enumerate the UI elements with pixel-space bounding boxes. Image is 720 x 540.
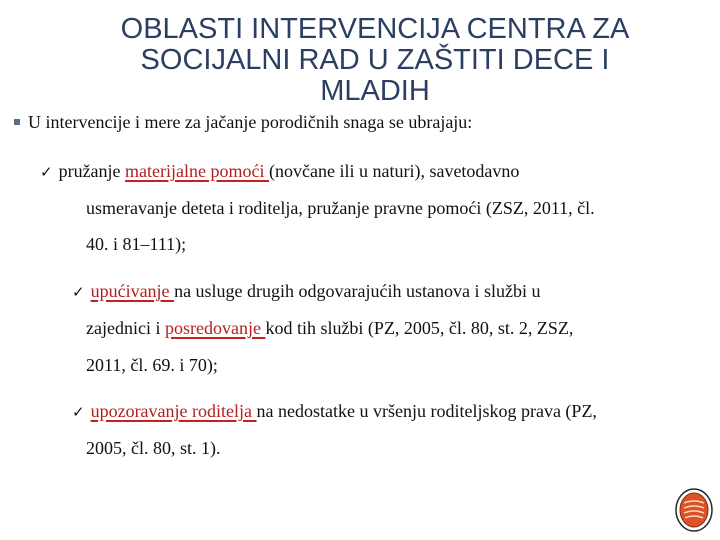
term-underlined: upućivanje	[90, 281, 175, 301]
checkmark-icon: ✓	[72, 403, 85, 421]
square-bullet-icon	[14, 119, 20, 125]
title-line-2: SOCIJALNI RAD U ZAŠTITI DECE I	[140, 44, 610, 76]
term-underlined: upozoravanje roditelja	[90, 401, 257, 421]
item-1-line-1: ✓ pružanje materijalne pomoći (novčane ili u naturi), savetodavno	[40, 161, 520, 181]
item-2-line-3: 2011, čl. 69. i 70);	[86, 355, 218, 375]
item-2-line-1: ✓ upućivanje na usluge drugih odgovarajućih ustanova i službi u	[72, 281, 541, 301]
item-2-line-2: zajednici i posredovanje kod tih službi (PZ, 2005, čl. 80, st. 2, ZSZ,	[86, 318, 574, 338]
item-3-line-1: ✓ upozoravanje roditelja na nedostatke u vršenju roditeljskog prava (PZ,	[72, 401, 597, 421]
intro-bullet	[14, 112, 472, 133]
item-3-line-2: 2005, čl. 80, st. 1).	[86, 438, 221, 458]
checkmark-icon: ✓	[40, 163, 53, 181]
slide-title	[30, 14, 720, 107]
checkmark-icon: ✓	[72, 283, 85, 301]
title-line-1: OBLASTI INTERVENCIJA CENTRA ZA	[120, 13, 630, 45]
emblem-icon	[674, 487, 714, 533]
item-1-line-2: usmeravanje deteta i roditelja, pružanje pravne pomoći (ZSZ, 2011, čl.	[86, 198, 595, 218]
item-1-line-3: 40. i 81–111);	[86, 234, 187, 254]
term-underlined: materijalne pomoći	[125, 161, 269, 181]
intro-text: U intervencije i mere za jačanje porodičnih snaga se ubrajaju:	[28, 112, 473, 132]
term-underlined: posredovanje	[164, 318, 266, 338]
title-line-3: MLADIH	[320, 75, 430, 107]
